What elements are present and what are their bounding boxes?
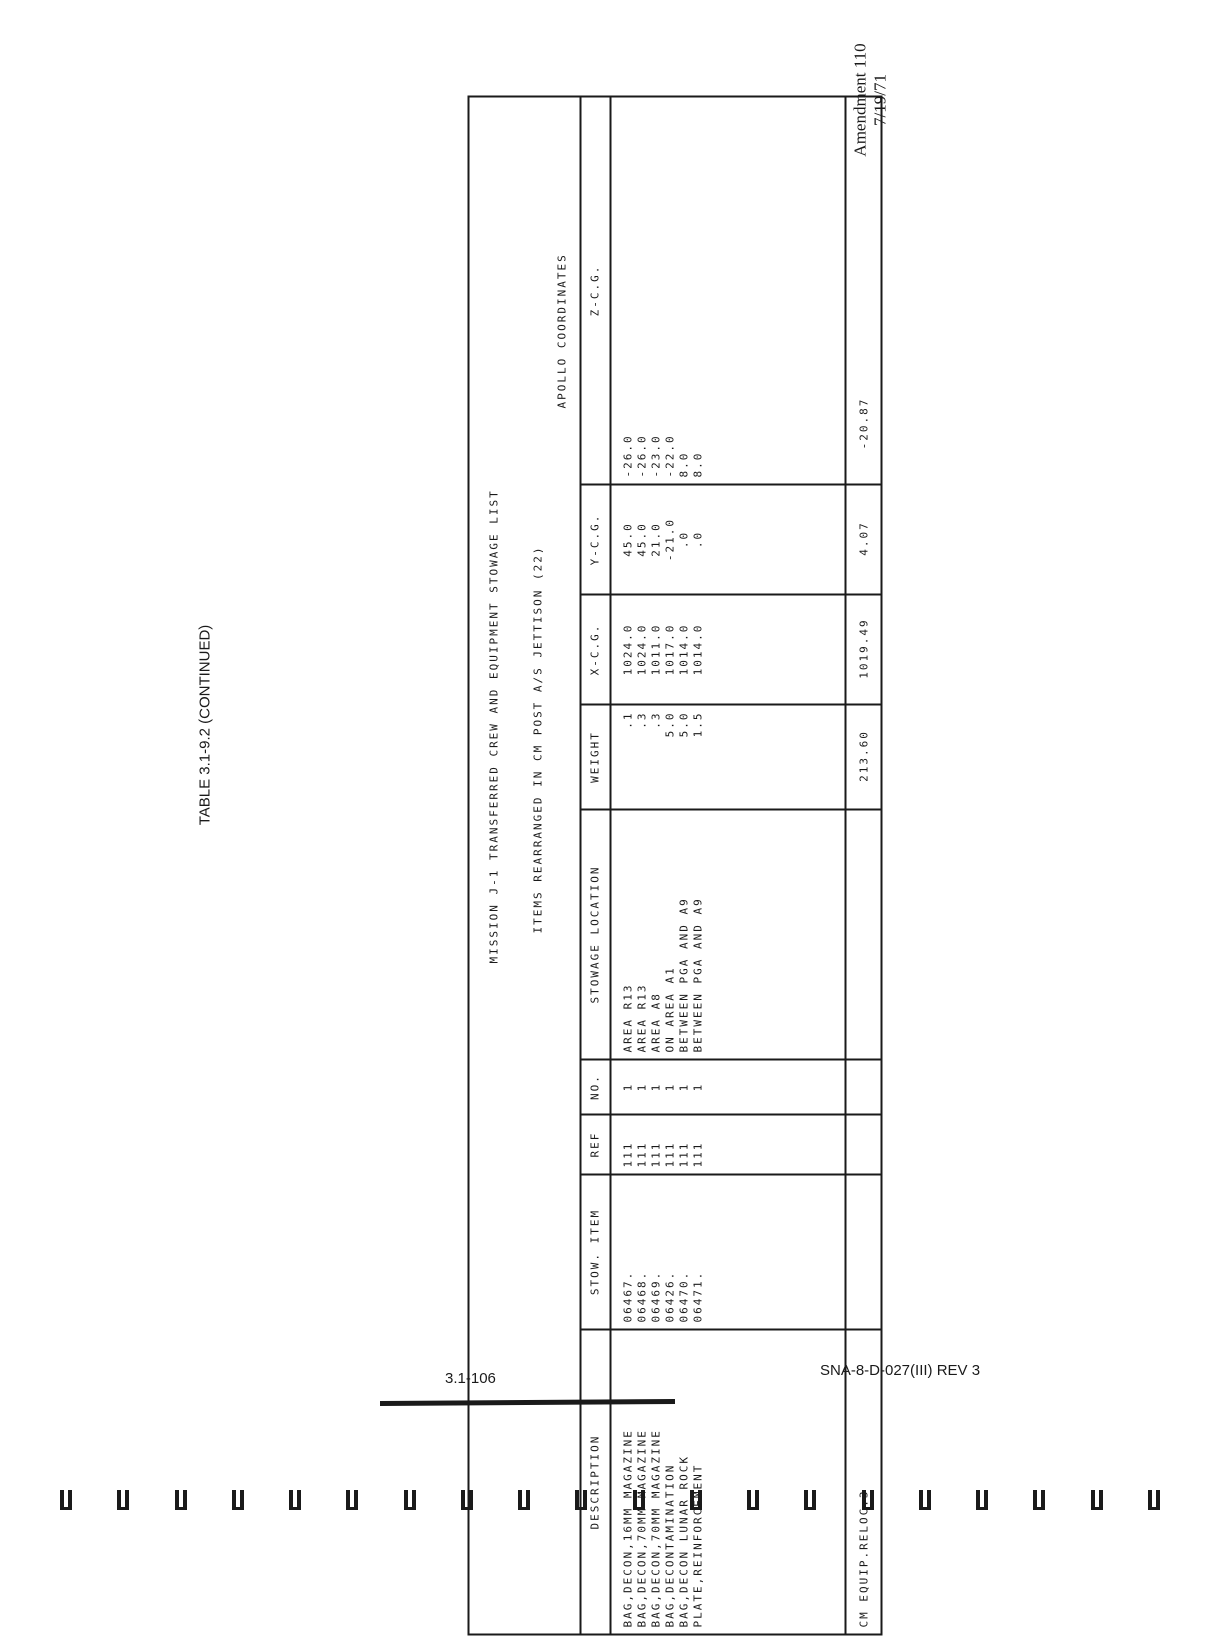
table-caption: TABLE 3.1-9.2 (CONTINUED) bbox=[196, 624, 214, 826]
scan-mark bbox=[232, 1490, 244, 1510]
cell-y-2: 21.0 bbox=[649, 522, 663, 557]
cell-location-2: AREA A8 bbox=[649, 992, 663, 1053]
cell-location-1: AREA R13 bbox=[635, 983, 649, 1053]
scan-mark bbox=[804, 1490, 816, 1510]
column-z bbox=[580, 98, 881, 484]
cell-weight-0: .1 bbox=[621, 711, 635, 729]
scan-mark bbox=[1033, 1490, 1045, 1510]
table-title: MISSION J-1 TRANSFERRED CREW AND EQUIPMENT STOWAGE LIST bbox=[487, 489, 501, 964]
apollo-coordinates-header: APOLLO COORDINATES bbox=[555, 253, 569, 409]
cell-ref-2: 111 bbox=[649, 1141, 663, 1168]
scan-mark bbox=[60, 1490, 72, 1510]
cell-description-3: BAG,DECONTAMINATION bbox=[663, 1463, 677, 1628]
column-header-no: NO. bbox=[580, 1061, 612, 1114]
cell-description-1: BAG,DECON,70MM MAGAZINE bbox=[635, 1429, 649, 1628]
column-header-ref: REF bbox=[580, 1116, 612, 1174]
scan-mark bbox=[575, 1490, 587, 1510]
column-no bbox=[580, 1059, 881, 1114]
column-header-z: Z-C.G. bbox=[580, 98, 612, 484]
cell-description-0: BAG,DECON,16MM MAGAZINE bbox=[621, 1429, 635, 1628]
cell-description-2: BAG,DECON,70MM MAGAZINE bbox=[649, 1429, 663, 1628]
scan-mark bbox=[117, 1490, 129, 1510]
cell-y-1: 45.0 bbox=[635, 522, 649, 557]
column-header-x: X-C.G. bbox=[580, 596, 612, 704]
cell-no-5: 1 bbox=[691, 1082, 705, 1092]
cell-description-5: PLATE,REINFORCEMENT bbox=[691, 1463, 705, 1628]
cell-no-0: 1 bbox=[621, 1082, 635, 1092]
cell-z-2: -23.0 bbox=[649, 434, 663, 478]
cell-location-5: BETWEEN PGA AND A9 bbox=[691, 897, 705, 1053]
column-y bbox=[580, 484, 881, 594]
page-number: 3.1-106 bbox=[445, 1370, 496, 1387]
scan-mark bbox=[518, 1490, 530, 1510]
scan-mark bbox=[1148, 1490, 1160, 1510]
column-stow_item bbox=[580, 1174, 881, 1329]
cell-ref-3: 111 bbox=[663, 1141, 677, 1168]
total-row bbox=[845, 98, 881, 1634]
cell-stow_item-0: 06467. bbox=[621, 1270, 635, 1323]
cell-x-1: 1024.0 bbox=[635, 623, 649, 676]
column-weight bbox=[580, 704, 881, 809]
scan-mark bbox=[690, 1490, 702, 1510]
cell-no-2: 1 bbox=[649, 1082, 663, 1092]
scan-mark bbox=[633, 1490, 645, 1510]
cell-stow_item-5: 06471. bbox=[691, 1270, 705, 1323]
cell-weight-4: 5.0 bbox=[677, 711, 691, 738]
cell-stow_item-3: 06426. bbox=[663, 1270, 677, 1323]
column-header-y: Y-C.G. bbox=[580, 486, 612, 594]
document-id: SNA-8-D-027(III) REV 3 bbox=[820, 1362, 981, 1379]
cell-y-3: -21.0 bbox=[663, 517, 677, 562]
column-header-stow_item: STOW. ITEM bbox=[580, 1176, 612, 1329]
scan-mark bbox=[976, 1490, 988, 1510]
cell-no-3: 1 bbox=[663, 1082, 677, 1092]
cell-description-4: BAG,DECON LUNAR ROCK bbox=[677, 1455, 691, 1628]
column-ref bbox=[580, 1114, 881, 1174]
total-y: 4.07 bbox=[857, 521, 870, 556]
cell-weight-3: 5.0 bbox=[663, 711, 677, 738]
cell-z-1: -26.0 bbox=[635, 434, 649, 478]
cell-stow_item-1: 06468. bbox=[635, 1270, 649, 1323]
total-label: CM EQUIP.RELOC.3 bbox=[857, 1489, 870, 1628]
cell-ref-0: 111 bbox=[621, 1141, 635, 1168]
scan-mark bbox=[461, 1490, 473, 1510]
scan-mark bbox=[747, 1490, 759, 1510]
cell-x-4: 1014.0 bbox=[677, 623, 691, 676]
total-weight: 213.60 bbox=[857, 730, 870, 782]
column-header-weight: WEIGHT bbox=[580, 706, 612, 809]
cell-location-3: ON AREA A1 bbox=[663, 966, 677, 1053]
cell-y-4: .0 bbox=[677, 530, 691, 549]
scan-mark bbox=[862, 1490, 874, 1510]
cell-stow_item-4: 06470. bbox=[677, 1270, 691, 1323]
scan-mark bbox=[175, 1490, 187, 1510]
cell-no-4: 1 bbox=[677, 1082, 691, 1092]
total-z: -20.87 bbox=[857, 397, 870, 450]
cell-z-4: 8.0 bbox=[677, 451, 691, 478]
total-x: 1019.49 bbox=[857, 618, 870, 679]
column-location bbox=[580, 809, 881, 1059]
scan-marks bbox=[60, 1490, 1160, 1510]
scan-mark bbox=[404, 1490, 416, 1510]
cell-weight-1: .3 bbox=[635, 711, 649, 729]
cell-ref-5: 111 bbox=[691, 1141, 705, 1168]
cell-ref-4: 111 bbox=[677, 1141, 691, 1168]
column-header-description: DESCRIPTION bbox=[580, 1331, 612, 1634]
cell-z-0: -26.0 bbox=[621, 434, 635, 478]
table-subtitle: ITEMS REARRANGED IN CM POST A/S JETTISON (22) bbox=[531, 545, 545, 934]
scan-mark bbox=[919, 1490, 931, 1510]
cell-x-5: 1014.0 bbox=[691, 623, 705, 676]
scan-mark bbox=[1091, 1490, 1103, 1510]
amendment-date: 7/19/71 bbox=[870, 74, 889, 126]
cell-no-1: 1 bbox=[635, 1082, 649, 1092]
cell-y-0: 45.0 bbox=[621, 522, 635, 557]
scan-mark bbox=[289, 1490, 301, 1510]
cell-z-3: -22.0 bbox=[663, 434, 677, 478]
cell-weight-5: 1.5 bbox=[691, 711, 705, 738]
cell-z-5: 8.0 bbox=[691, 451, 705, 478]
cell-y-5: .0 bbox=[691, 530, 705, 549]
cell-weight-2: .3 bbox=[649, 711, 663, 729]
column-header-location: STOWAGE LOCATION bbox=[580, 811, 612, 1059]
amendment-label: Amendment 110 bbox=[850, 43, 870, 157]
cell-location-4: BETWEEN PGA AND A9 bbox=[677, 897, 691, 1053]
cell-x-3: 1017.0 bbox=[663, 623, 677, 676]
cell-location-0: AREA R13 bbox=[621, 983, 635, 1053]
cell-x-2: 1011.0 bbox=[649, 623, 663, 676]
scan-mark bbox=[346, 1490, 358, 1510]
cell-x-0: 1024.0 bbox=[621, 623, 635, 676]
cell-stow_item-2: 06469. bbox=[649, 1270, 663, 1323]
column-x bbox=[580, 594, 881, 704]
cell-ref-1: 111 bbox=[635, 1141, 649, 1168]
